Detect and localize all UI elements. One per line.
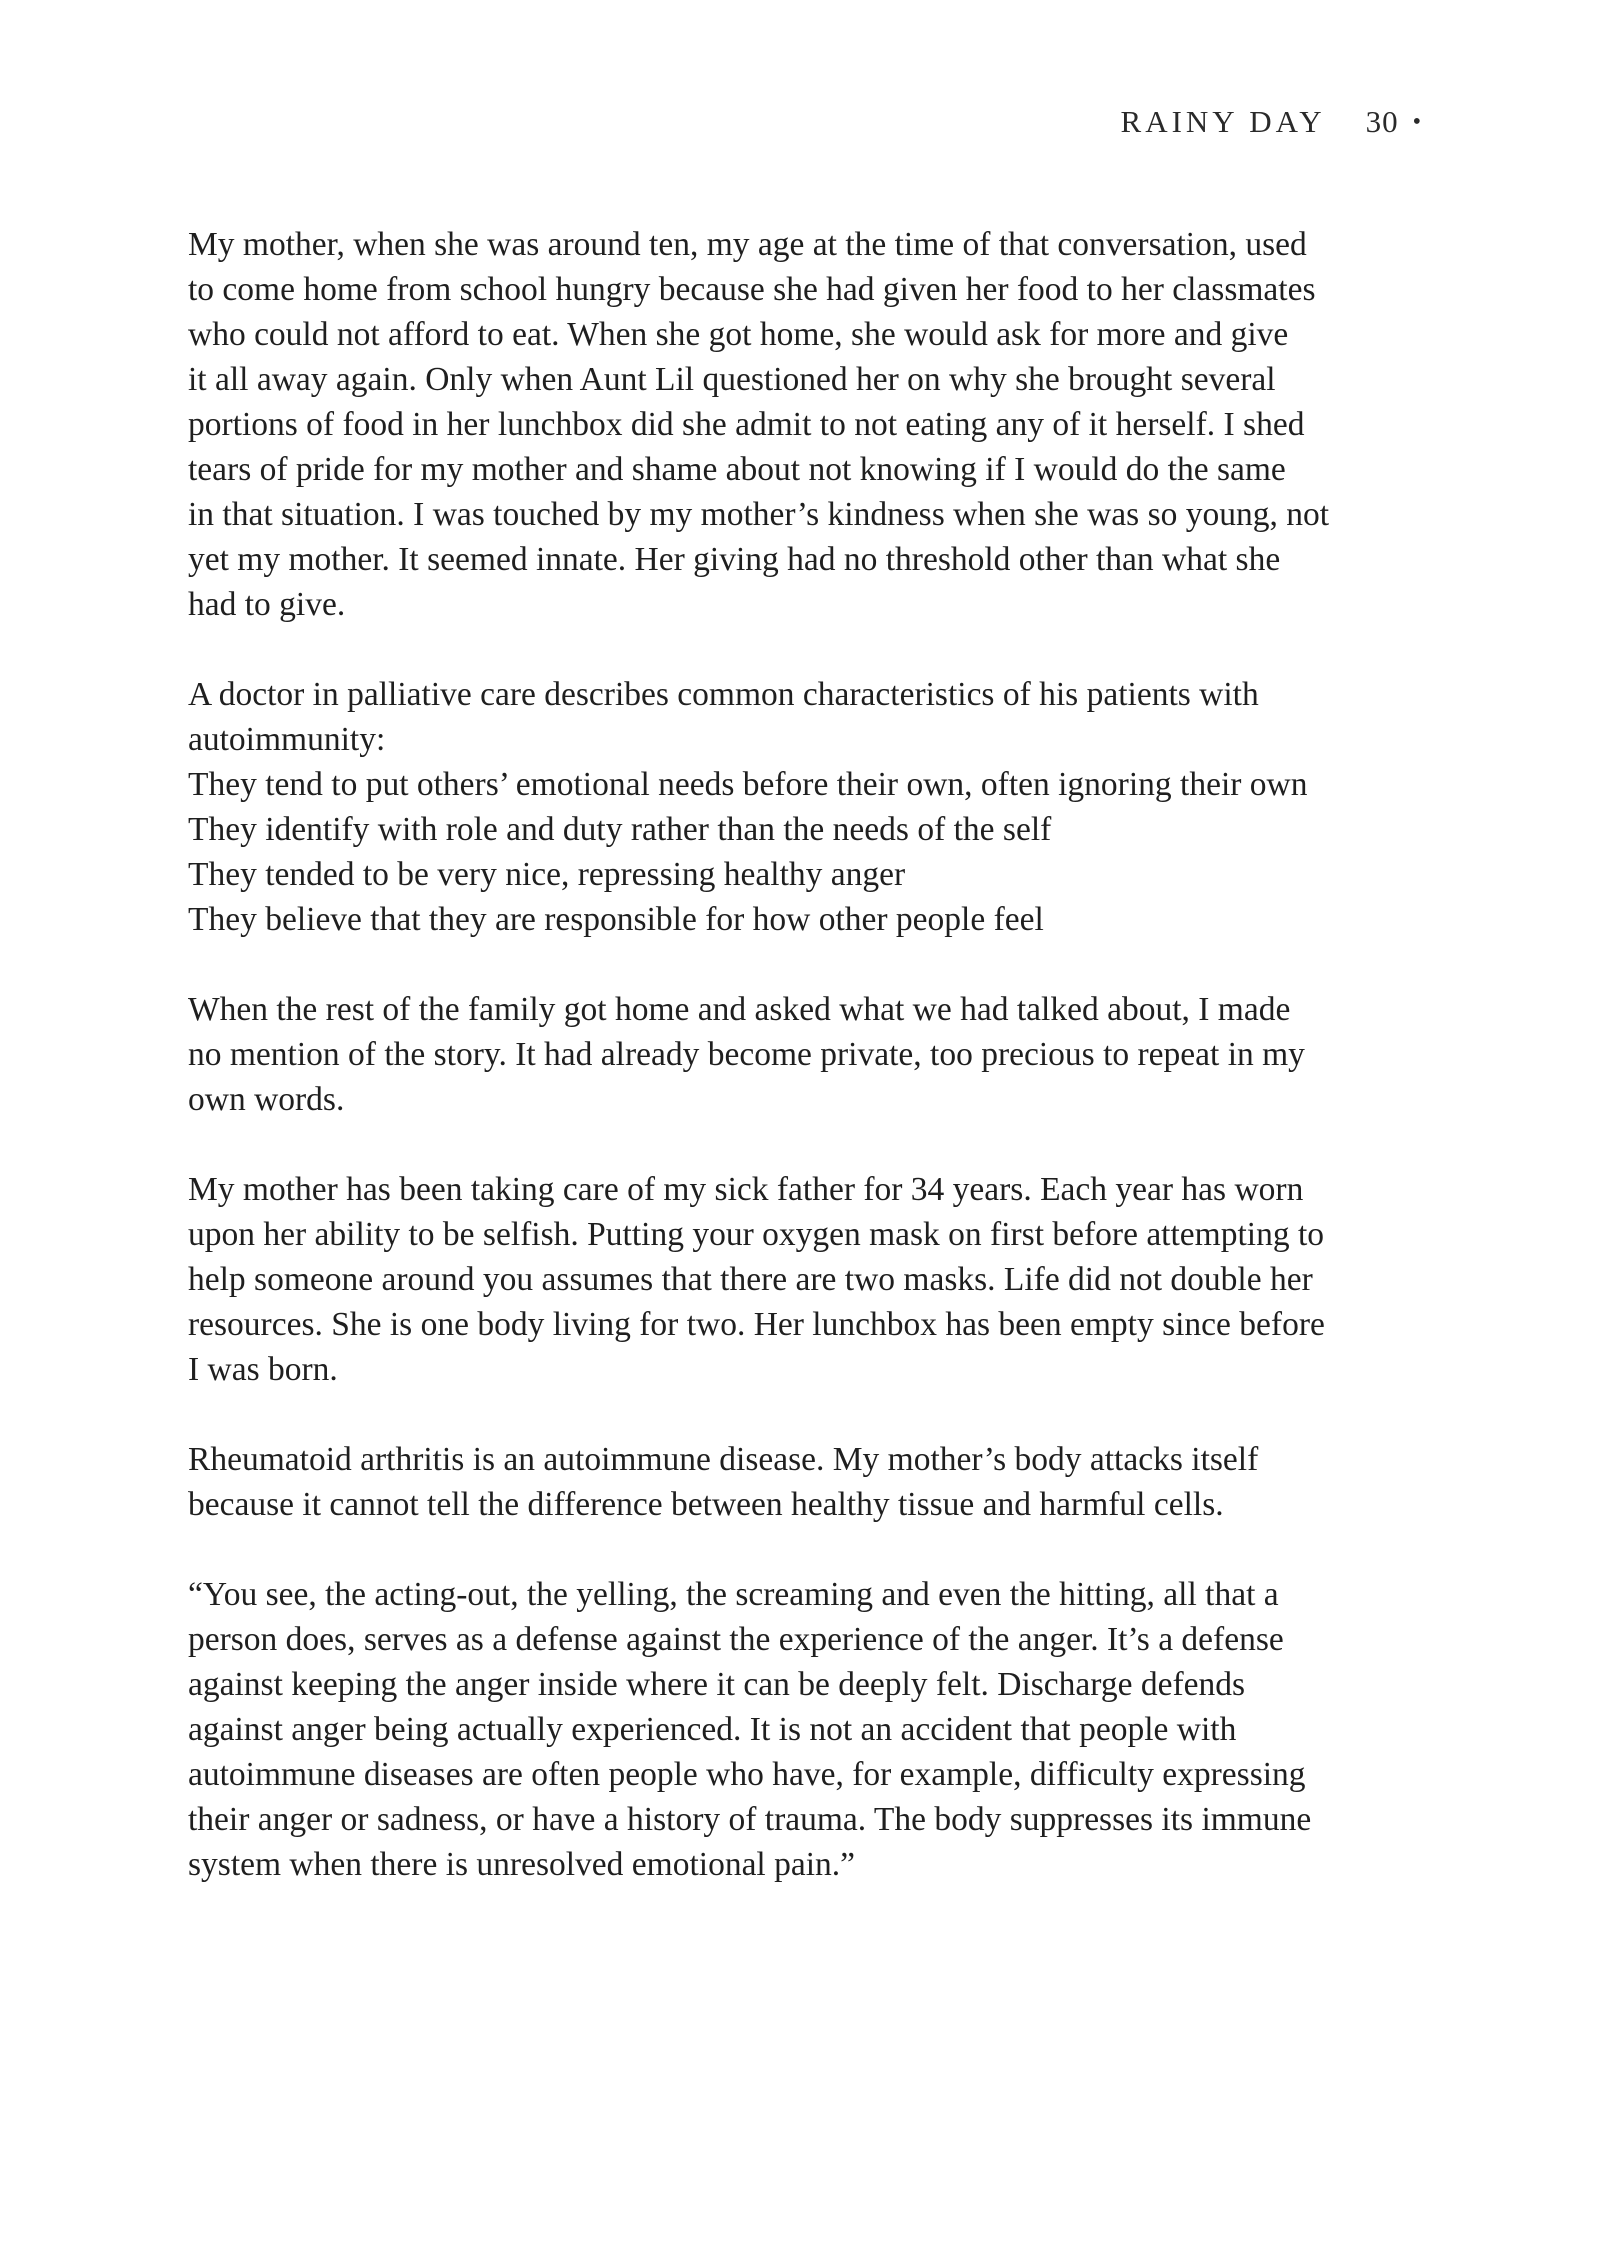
list-item: They tended to be very nice, repressing healthy anger: [188, 856, 906, 893]
paragraph-doctor-intro: A doctor in palliative care describes common characteristics of his patients with autoimmunity:: [188, 676, 1259, 758]
paragraph-mother-lunchbox: My mother, when she was around ten, my age at the time of that conversation, used to come home from school hungry because she had given her food to her classmates who could not afford to eat. When she got home, she would ask for more and give it all away again. Only when Aunt Lil questioned her on why she brought several portions of food in her lunchbox did she admit to not eating any of it herself. I shed tears of pride for my mother and shame about not knowing if I would do the same in that situation. I was touched by my mother’s kindness when she was so young, not yet my mother. It seemed innate. Her giving had no threshold other than what she had to give.: [188, 226, 1330, 623]
paragraph-quote: “You see, the acting-out, the yelling, the screaming and even the hitting, all that a person does, serves as a defense against the experience of the anger. It’s a defense against keeping the anger inside where it can be deeply felt. Discharge defends against anger being actually experienced. It is not an accident that people with autoimmune diseases are often people who have, for example, difficulty expressing their anger or sadness, or have a history of trauma. The body suppresses its immune system when there is unresolved emotional pain.”: [188, 1576, 1312, 1883]
characteristics-list: [188, 762, 1438, 942]
body-text: [188, 222, 1438, 1932]
bullet-icon: •: [1412, 109, 1422, 135]
list-item: They identify with role and duty rather than the needs of the self: [188, 811, 1052, 848]
list-item: They believe that they are responsible for how other people feel: [188, 901, 1044, 938]
running-title: RAINY DAY: [1120, 104, 1326, 139]
page-number-group: [1366, 104, 1422, 140]
paragraph-caretaking: My mother has been taking care of my sick father for 34 years. Each year has worn upon her ability to be selfish. Putting your oxygen mask on first before attempting to help someone around you assumes that there are two masks. Life did not double her resources. She is one body living for two. Her lunchbox has been empty since before I was born.: [188, 1171, 1325, 1388]
paragraph-rheumatoid: Rheumatoid arthritis is an autoimmune disease. My mother’s body attacks itself because it cannot tell the difference between healthy tissue and harmful cells.: [188, 1441, 1259, 1523]
page-number: 30: [1365, 104, 1399, 139]
running-header: [1121, 104, 1422, 140]
list-item: They tend to put others’ emotional needs before their own, often ignoring their own: [188, 766, 1308, 803]
paragraph-family-home: When the rest of the family got home and asked what we had talked about, I made no mention of the story. It had already become private, too precious to repeat in my own words.: [188, 991, 1305, 1118]
